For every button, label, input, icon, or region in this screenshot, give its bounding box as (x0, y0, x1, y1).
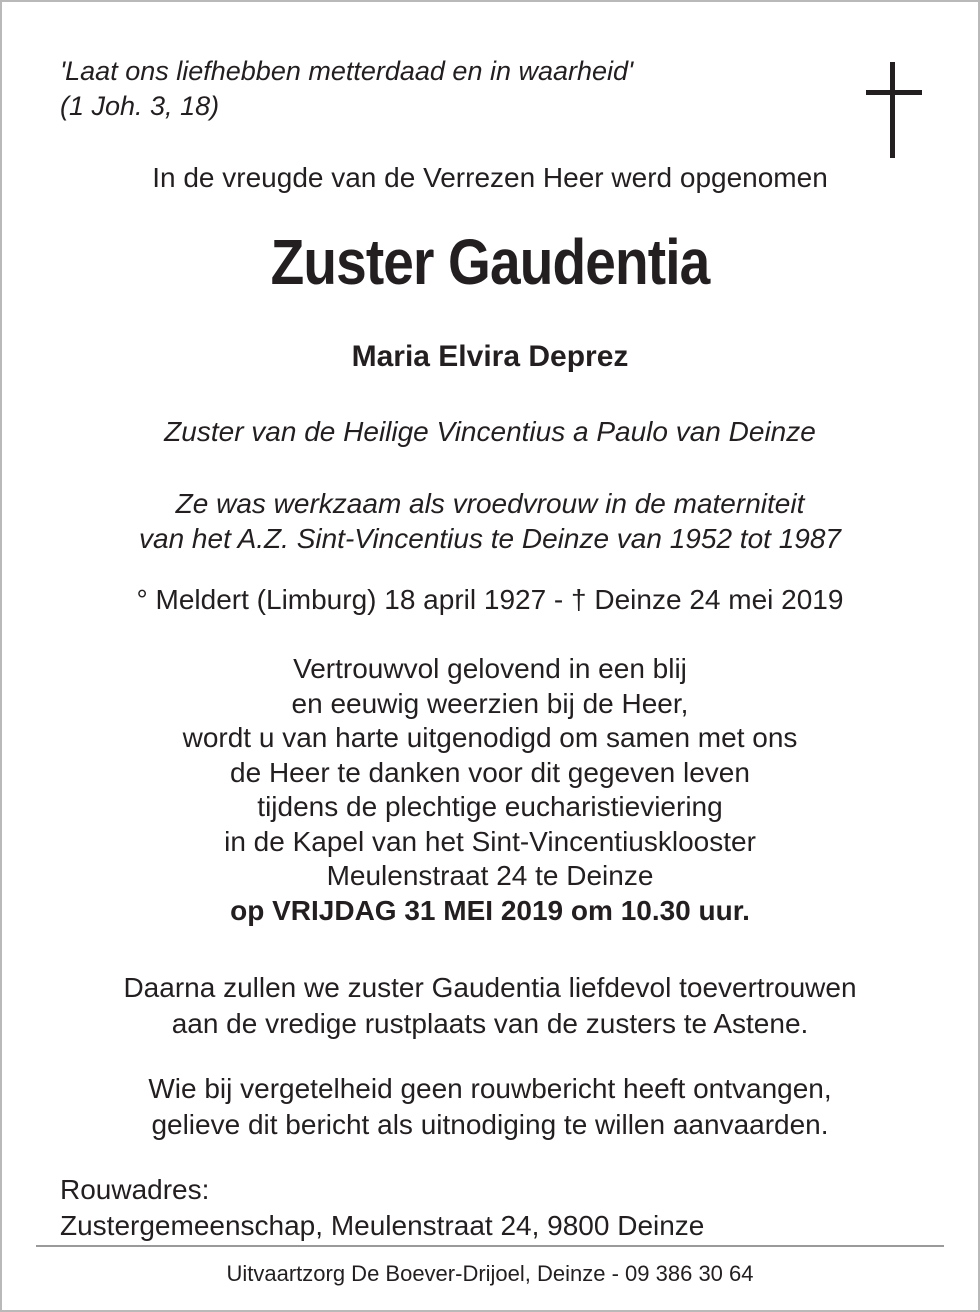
invitation-line: Meulenstraat 24 te Deinze (326, 860, 654, 891)
notice-line: Wie bij vergetelheid geen rouwbericht heeft ontvangen, (148, 1073, 832, 1104)
burial-line: Daarna zullen we zuster Gaudentia liefdevol toevertrouwen (123, 972, 857, 1003)
address-value: Zustergemeenschap, Meulenstraat 24, 9800 Deinze (60, 1210, 705, 1241)
invitation-line: tijdens de plechtige eucharistieviering (257, 791, 723, 822)
invitation-line: in de Kapel van het Sint-Vincentiusklooster (224, 825, 756, 857)
invitation-line: de Heer te danken voor dit gegeven leven (230, 756, 750, 788)
quote-text: 'Laat ons liefhebben metterdaad en in waarheid' (60, 56, 634, 86)
footer-divider (36, 1245, 944, 1247)
civil-name: Maria Elvira Deprez (351, 340, 629, 373)
notice-text (0, 1071, 980, 1143)
work-line: van het A.Z. Sint-Vincentius te Deinze van 1952 tot 1987 (139, 523, 841, 554)
birth-death-dates: ° Meldert (Limburg) 18 april 1927 - † Deinze 24 mei 2019 (136, 584, 844, 615)
mourning-address (60, 1172, 704, 1244)
invitation-line: wordt u van harte uitgenodigd om samen met ons (182, 722, 798, 753)
invitation-text (0, 652, 980, 928)
funeral-home-footer: Uitvaartzorg De Boever-Drijoel, Deinze - 09 386 30 64 (226, 1261, 754, 1286)
cross-icon (866, 62, 922, 158)
work-line: Ze was werkzaam als vroedvrouw in de materniteit (175, 488, 805, 519)
bible-quote (60, 54, 633, 124)
burial-line: aan de vredige rustplaats van de zusters te Astene. (171, 1008, 809, 1039)
work-description (0, 486, 980, 556)
religious-order: Zuster van de Heilige Vincentius a Paulo van Deinze (164, 416, 816, 447)
notice-line: gelieve dit bericht als uitnodiging te willen aanvaarden. (151, 1109, 829, 1140)
intro-text: In de vreugde van de Verrezen Heer werd opgenomen (152, 162, 828, 193)
deceased-name: Zuster Gaudentia (270, 226, 710, 298)
invitation-line: Vertrouwvol gelovend in een blij (293, 653, 687, 684)
address-label: Rouwadres: (60, 1174, 210, 1205)
invitation-line: en eeuwig weerzien bij de Heer, (291, 687, 689, 719)
burial-text (0, 970, 980, 1042)
quote-reference: (1 Joh. 3, 18) (60, 91, 220, 121)
service-datetime: op VRIJDAG 31 MEI 2019 om 10.30 uur. (230, 894, 750, 926)
